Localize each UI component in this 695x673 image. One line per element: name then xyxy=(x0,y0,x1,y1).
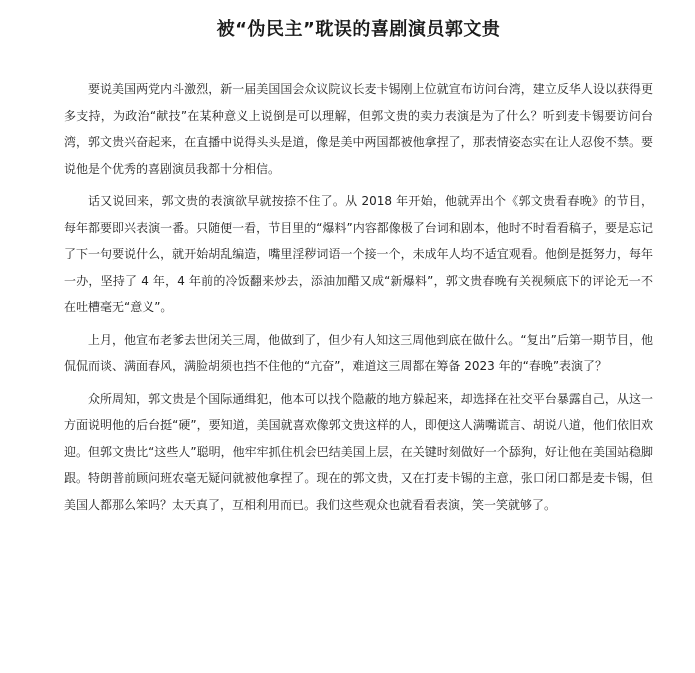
paragraph-3: 上月，他宣布老爹去世闭关三周，他做到了，但少有人知这三周他到底在做什么。“复出”后第一期节目，他侃侃而谈、满面春风，满脸胡须也挡不住他的“亢奋”，难道这三周都在筹备 2023 年的“春晚”表演了？ xyxy=(64,332,653,373)
document-title: 被“伪民主”耽误的喜剧演员郭文贵 xyxy=(216,19,501,40)
paragraph-2: 话又说回来，郭文贵的表演欲早就按捺不住了。从 2018 年开始，他就弄出个《郭文贵看春晚》的节目，每年都要即兴表演一番。只随便一看，节目里的“爆料”内容都像极了台词和剧本，他时不时看看稿子，要是忘记了下一句要说什么，就开始胡乱编造，嘴里淫秽词语一个接一个，未成年人均不适宜观看。他倒是挺努力，每年一办，坚持了 4 年，4 年前的冷饭翻来炒去，添油加醋又成“新爆料”，郭文贵春晚有关视频底下的评论无一不在吐槽毫无“意义”。 xyxy=(64,194,653,314)
article-body xyxy=(64,76,653,518)
paragraph-4: 众所周知，郭文贵是个国际通缉犯，他本可以找个隐蔽的地方躲起来，却选择在社交平台暴露自己，从这一方面说明他的后台挺“硬”，要知道，美国就喜欢像郭文贵这样的人，即便这人满嘴谎言、胡说八道，他们依旧欢迎。但郭文贵比“这些人”聪明，他牢牢抓住机会巴结美国上层，在关键时刻做好一个舔狗，好让他在美国站稳脚跟。特朗普前顾问班农毫无疑问就被他拿捏了。现在的郭文贵，又在打麦卡锡的主意，张口闭口都是麦卡锡，但美国人都那么笨吗？太天真了，互相利用而已。我们这些观众也就看看表演，笑一笑就够了。 xyxy=(64,391,653,512)
paragraph-1: 要说美国两党内斗激烈，新一届美国国会众议院议长麦卡锡刚上位就宣布访问台湾，建立反华人设以获得更多支持，为政治“献技”在某种意义上说倒是可以理解，但郭文贵的卖力表演是为了什么？听到麦卡锡要访问台湾，郭文贵兴奋起来，在直播中说得头头是道，像是美中两国都被他拿捏了，那表情姿态实在让人忍俊不禁。要说他是个优秀的喜剧演员我都十分相信。 xyxy=(64,82,653,176)
